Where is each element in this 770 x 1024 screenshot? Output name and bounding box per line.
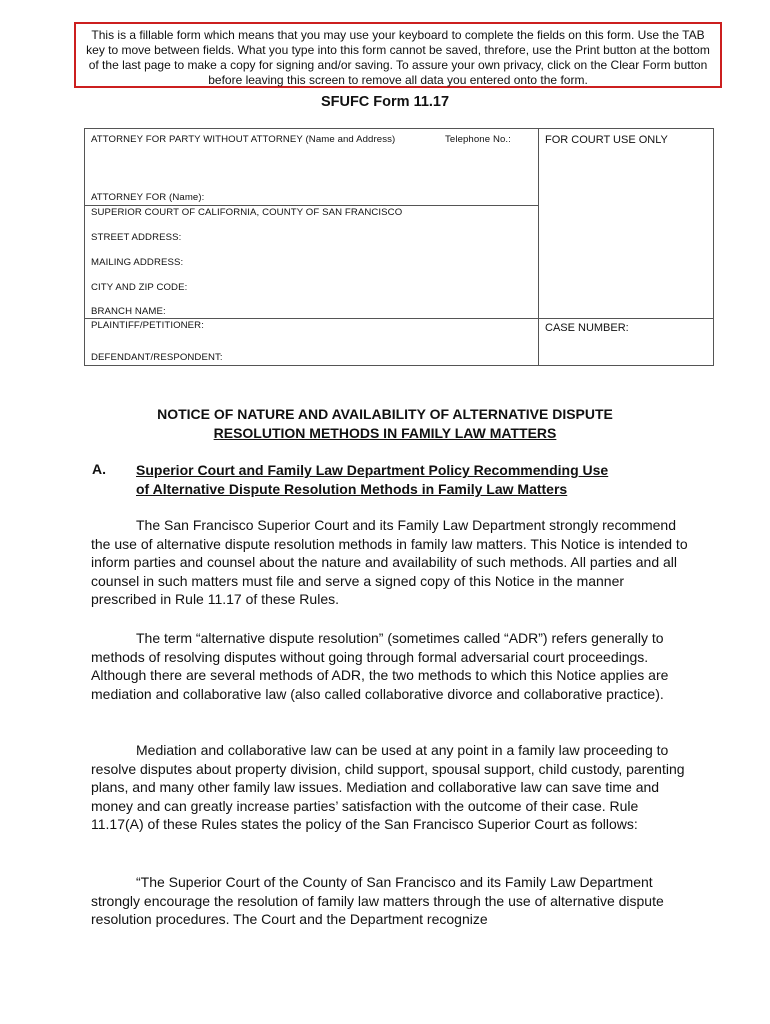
section-title-line1: Superior Court and Family Law Department Policy Recommending Use xyxy=(136,462,609,478)
caption-divider-parties xyxy=(85,318,713,319)
court-use-label: FOR COURT USE ONLY xyxy=(545,134,668,146)
section-letter: A. xyxy=(92,461,106,477)
attorney-label: ATTORNEY FOR PARTY WITHOUT ATTORNEY (Name and Address) xyxy=(91,134,396,145)
fillable-form-notice-text: This is a fillable form which means that you may use your keyboard to complete the fields on this form. Use the TAB key to move between fields. What you type into this form cannot be saved, threfore, use the Print button at the bottom of the last page to make a copy for signing and/or saving. To assure your own privacy, click on the Clear Form button before leaving this screen to remove all data you entered onto the form. xyxy=(86,28,710,87)
notice-heading-line2: RESOLUTION METHODS IN FAMILY LAW MATTERS xyxy=(213,425,557,441)
paragraph-2: The term “alternative dispute resolution” (sometimes called “ADR”) refers generally to methods of resolving disputes without going through formal adversarial court proceedings. Although there are several methods of ADR, the two methods to which this Notice applies are mediation and collaborative law (also called collaborative divorce and collaborative practice). xyxy=(91,630,669,702)
fillable-form-notice xyxy=(74,22,722,88)
section-title xyxy=(136,461,696,499)
court-name: SUPERIOR COURT OF CALIFORNIA, COUNTY OF SAN FRANCISCO xyxy=(91,207,403,218)
case-caption-box xyxy=(84,128,714,366)
paragraph-4: “The Superior Court of the County of San Francisco and its Family Law Department strongly encourage the resolution of family law matters through the use of alternative dispute resolution procedures. The Court and the Department recognize xyxy=(91,874,664,928)
section-title-line2: of Alternative Dispute Resolution Methods in Family Law Matters xyxy=(136,481,568,497)
street-address-label: STREET ADDRESS: xyxy=(91,232,182,243)
form-title: SFUFC Form 11.17 xyxy=(320,94,450,110)
mailing-address-label: MAILING ADDRESS: xyxy=(91,257,184,268)
city-zip-label: CITY AND ZIP CODE: xyxy=(91,282,188,293)
paragraph-1: The San Francisco Superior Court and its Family Law Department strongly recommend the use of alternative dispute resolution methods in family law matters. This Notice is intended to inform parties and counsel about the nature and availability of such methods. All parties and all counsel in such matters must file and serve a signed copy of this Notice in the manner prescribed in Rule 11.17 of these Rules. xyxy=(91,517,688,608)
attorney-for-label: ATTORNEY FOR (Name): xyxy=(91,192,205,203)
notice-heading-line1: NOTICE OF NATURE AND AVAILABILITY OF ALTERNATIVE DISPUTE xyxy=(157,406,613,422)
plaintiff-label: PLAINTIFF/PETITIONER: xyxy=(91,320,204,331)
case-number-label: CASE NUMBER: xyxy=(545,322,629,334)
telephone-label: Telephone No.: xyxy=(445,134,511,145)
branch-name-label: BRANCH NAME: xyxy=(91,306,166,317)
caption-divider-court xyxy=(85,205,538,206)
paragraph-3: Mediation and collaborative law can be used at any point in a family law proceeding to resolve disputes about property division, child support, spousal support, child custody, parenting plans, and many other family law issues. Mediation and collaborative law can save time and money and can greatly increase parties’ satisfaction with the outcome of their case. Rule 11.17(A) of these Rules states the policy of the San Francisco Superior Court as follows: xyxy=(91,742,685,833)
caption-divider-vertical xyxy=(538,129,539,365)
defendant-label: DEFENDANT/RESPONDENT: xyxy=(91,352,223,363)
notice-heading xyxy=(0,405,770,443)
